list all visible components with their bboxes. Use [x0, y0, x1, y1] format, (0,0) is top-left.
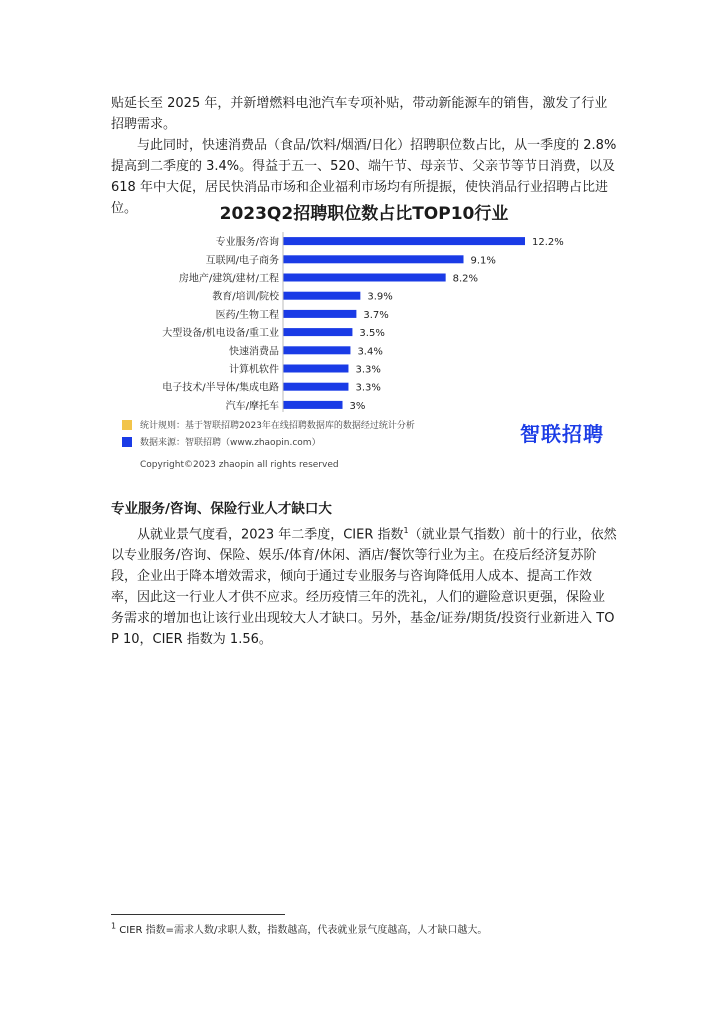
footnote-divider	[111, 914, 285, 915]
category-label: 计算机软件	[229, 364, 279, 376]
chart-method-text: 统计规则：基于智联招聘2023年在线招聘数据库的数据经过统计分析	[140, 421, 415, 431]
bar	[283, 237, 525, 245]
bar	[283, 401, 343, 409]
value-label: 12.2%	[532, 237, 564, 249]
value-label: 3.7%	[363, 309, 389, 321]
bar	[283, 365, 348, 373]
category-label: 互联网/电子商务	[205, 255, 279, 267]
chart-method-note	[122, 418, 415, 431]
footnote	[111, 921, 487, 936]
bar	[283, 274, 446, 282]
value-label: 3.9%	[367, 291, 393, 303]
chart-title: 2023Q2招聘职位数占比TOP10行业	[219, 204, 509, 224]
bar	[283, 292, 360, 300]
source-marker-icon	[122, 437, 132, 447]
footnote-mark: 1	[111, 921, 117, 931]
category-label: 大型设备/机电设备/重工业	[162, 328, 279, 340]
category-label: 电子技术/半导体/集成电路	[162, 382, 279, 394]
section-paragraph	[111, 520, 617, 650]
bar	[283, 328, 352, 336]
zhaopin-logo: 智联招聘	[520, 422, 604, 446]
chart-source-note	[122, 435, 321, 448]
value-label: 3.3%	[355, 364, 381, 376]
value-label: 9.1%	[470, 255, 496, 267]
intro-paragraph-1: 贴延长至 2025 年，并新增燃料电池汽车专项补贴，带动新能源车的销售，激发了行业招聘需求。	[111, 96, 608, 132]
section-text-before: 从就业景气度看，2023 年二季度，CIER 指数	[137, 527, 404, 543]
chart-source-text: 数据来源：智联招聘（www.zhaopin.com）	[140, 438, 321, 448]
value-label: 3%	[349, 400, 366, 412]
category-label: 医药/生物工程	[215, 309, 279, 321]
intro-paragraph-2: 与此同时，快速消费品（食品/饮料/烟酒/日化）招聘职位数占比，从一季度的 2.8%提高到二季度的 3.4%。得益于五一、520、端午节、母亲节、父亲节等节日消费，以及 618 年中大促，居民快消品市场和企业福利市场均有所提振，使快消品行业招聘占比进位。	[111, 138, 617, 216]
bar	[283, 383, 348, 391]
category-label: 专业服务/咨询	[215, 237, 279, 249]
category-label: 房地产/建筑/建材/工程	[178, 273, 279, 285]
section-heading: 专业服务/咨询、保险行业人才缺口大	[111, 501, 332, 517]
value-label: 3.3%	[355, 382, 381, 394]
value-label: 8.2%	[452, 273, 479, 285]
category-label: 汽车/摩托车	[225, 400, 279, 412]
bar	[283, 255, 464, 263]
bar-chart	[111, 226, 617, 412]
footnote-text: CIER 指数=需求人数/求职人数，指数越高，代表就业景气度越高，人才缺口越大。	[119, 925, 488, 936]
value-label: 3.5%	[359, 328, 385, 340]
bar	[283, 310, 356, 318]
category-label: 教育/培训/院校	[212, 291, 279, 303]
footnote-reference[interactable]: 1	[403, 526, 409, 535]
section-text-after: （就业景气指数）前十的行业，依然以专业服务/咨询、保险、娱乐/体育/休闲、酒店/餐饮等行业为主。在疫后经济复苏阶段，企业出于降本增效需求，倾向于通过专业服务与咨询降低用人成本、提高工作效率，因此这一行业人才供不应求。经历疫情三年的洗礼，人们的避险意识更强，保险业务需求的增加也让该行业出现较大人才缺口。另外，基金/证券/期货/投资行业新进入 TOP 10，CIER 指数为 1.56。	[111, 527, 617, 648]
chart-copyright: Copyright©2023 zhaopin all rights reserved	[140, 460, 339, 470]
value-label: 3.4%	[357, 346, 383, 358]
category-label: 快速消费品	[229, 346, 279, 358]
method-marker-icon	[122, 420, 132, 430]
bar	[283, 346, 350, 354]
